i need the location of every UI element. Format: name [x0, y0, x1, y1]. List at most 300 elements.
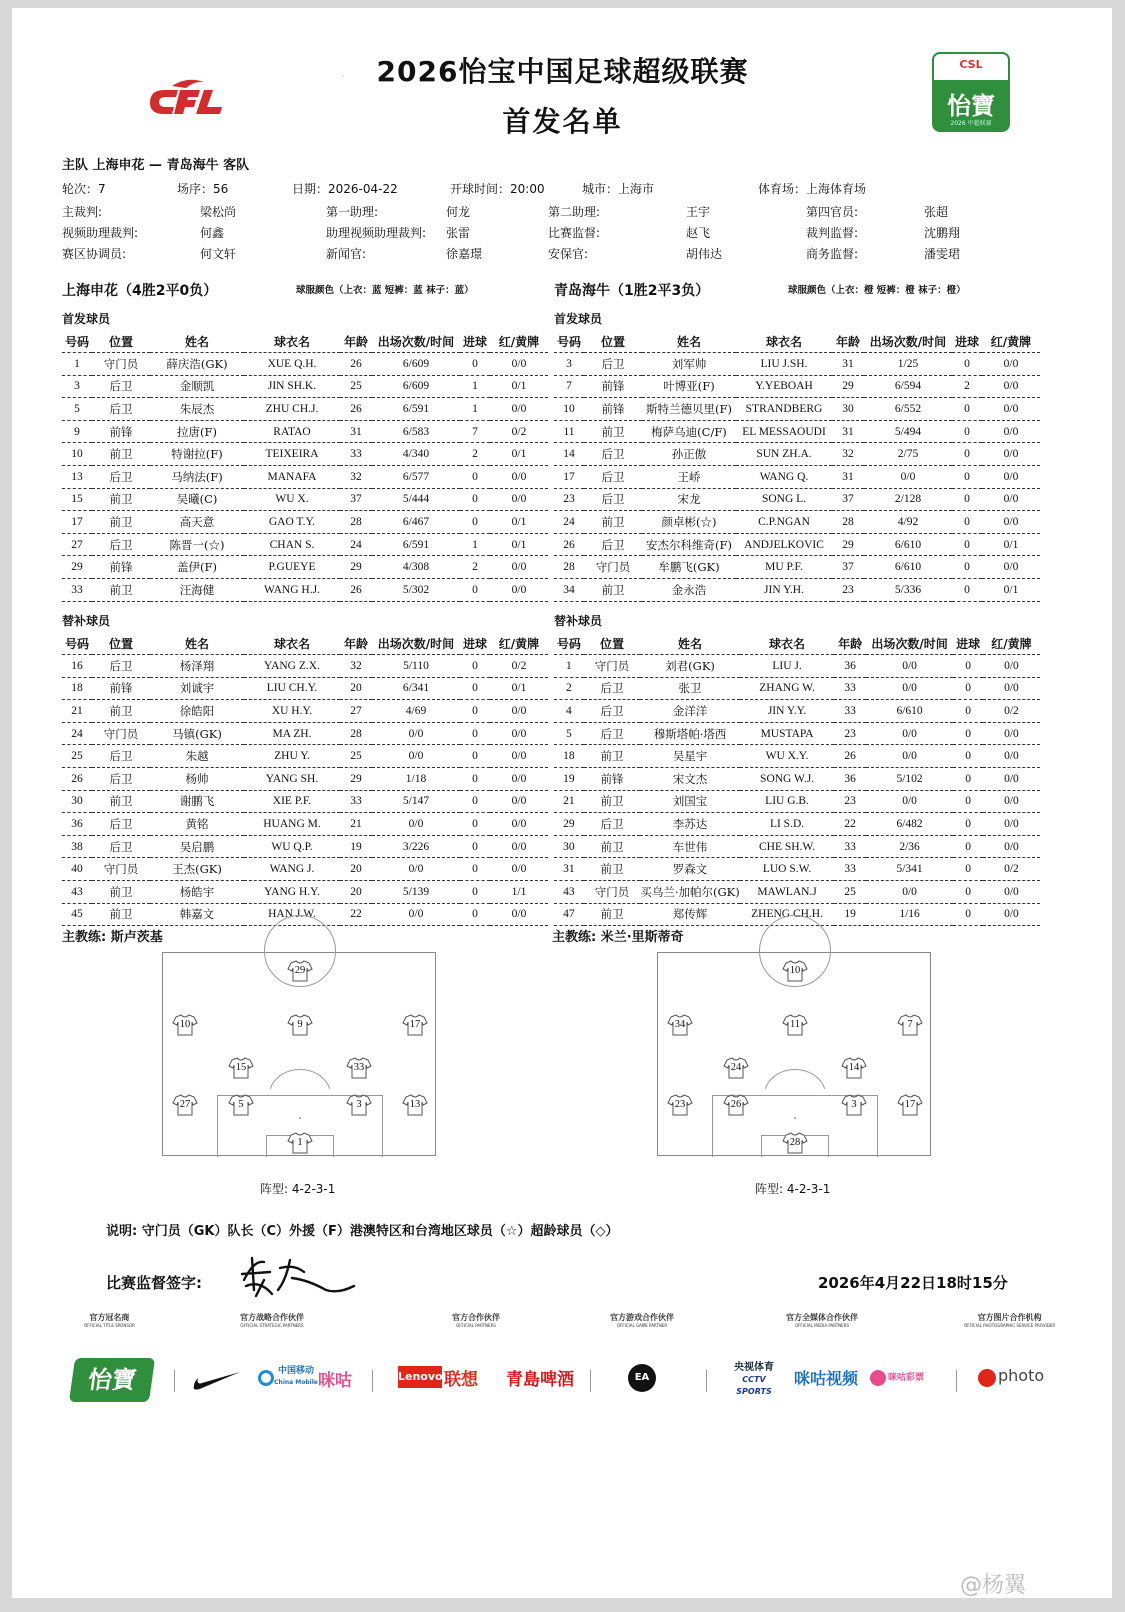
cell-age: 37: [832, 556, 864, 579]
cell-position: 前锋: [92, 420, 150, 443]
cell-shirt-name: MA ZH.: [244, 722, 340, 745]
migu-lottery-icon: [870, 1370, 886, 1386]
table-row: [62, 655, 548, 678]
official-role: 助理视频助理裁判:: [326, 226, 427, 240]
cell-goals: 0: [952, 533, 982, 556]
home-coach: 主教练: 斯卢茨基: [62, 930, 163, 945]
table-row: [62, 768, 548, 791]
photo-logo: photo: [998, 1366, 1045, 1385]
cell-goals: 0: [953, 700, 983, 723]
cell-cards: 0/1: [490, 443, 548, 466]
cell-cards: 0/0: [982, 556, 1040, 579]
cell-number: 21: [62, 700, 92, 723]
cell-shirt-name: GAO T.Y.: [244, 511, 340, 534]
cell-goals: 0: [460, 790, 490, 813]
player-shirt: [783, 1014, 807, 1036]
cell-apps: 6/594: [864, 375, 952, 398]
cell-goals: 0: [953, 677, 983, 700]
cell-shirt-name: XUE Q.H.: [244, 353, 340, 376]
cell-cards: 0/0: [490, 488, 548, 511]
watermark: @杨翼: [960, 1573, 1027, 1598]
column-header-name: 姓名: [642, 330, 736, 353]
cell-cards: 0/1: [490, 677, 548, 700]
cell-shirt-name: JIN Y.H.: [736, 579, 832, 602]
cell-apps: 5/444: [372, 488, 460, 511]
cell-age: 32: [340, 655, 372, 678]
cell-goals: 0: [952, 420, 982, 443]
cell-cards: 0/0: [982, 466, 1040, 489]
cell-apps: 4/69: [372, 700, 460, 723]
cell-age: 31: [832, 353, 864, 376]
cell-name: 马镇(GK): [150, 722, 244, 745]
cell-apps: 5/341: [866, 858, 953, 881]
table-row: [62, 881, 548, 904]
cell-age: 31: [340, 420, 372, 443]
cell-goals: 0: [952, 488, 982, 511]
player-shirt: [724, 1057, 748, 1079]
cell-position: 守门员: [92, 858, 150, 881]
cell-apps: 0/0: [372, 813, 460, 836]
cell-position: 后卫: [584, 443, 642, 466]
cell-goals: 0: [953, 655, 983, 678]
cell-name: 叶博亚(F): [642, 375, 736, 398]
cell-apps: 0/0: [866, 881, 953, 904]
cell-position: 前卫: [92, 790, 150, 813]
cell-shirt-name: CHE SH.W.: [740, 835, 835, 858]
cell-shirt-name: HAN J.W.: [244, 903, 340, 926]
official-name: 何文轩: [200, 247, 237, 261]
cell-age: 26: [340, 579, 372, 602]
sponsor-category-cn: 官方合作伙伴: [452, 1313, 500, 1322]
cell-position: 后卫: [584, 700, 641, 723]
cell-position: 后卫: [92, 398, 150, 421]
cell-name: 吴启鹏: [150, 835, 244, 858]
cell-cards: 0/1: [982, 579, 1040, 602]
cell-age: 26: [834, 745, 866, 768]
sponsor-category-label: [610, 1312, 674, 1328]
cell-number: 3: [62, 375, 92, 398]
cell-number: 19: [554, 768, 584, 791]
cell-position: 前卫: [584, 745, 641, 768]
cell-position: 后卫: [92, 533, 150, 556]
cell-cards: 0/0: [982, 420, 1040, 443]
home-subs-table: [62, 632, 548, 926]
cell-apps: 4/308: [372, 556, 460, 579]
cell-name: 孙正傲: [642, 443, 736, 466]
cell-age: 27: [340, 700, 372, 723]
official-name: 潘雯珺: [924, 247, 961, 261]
cell-number: 13: [62, 466, 92, 489]
cell-age: 33: [340, 443, 372, 466]
player-shirt: [288, 960, 312, 982]
cell-number: 23: [554, 488, 584, 511]
cell-name: 特谢拉(F): [150, 443, 244, 466]
city: 城市：上海市: [582, 182, 655, 196]
cell-cards: 0/0: [490, 466, 548, 489]
shirt-number: 1: [297, 1137, 303, 1148]
cell-shirt-name: YANG Z.X.: [244, 655, 340, 678]
away-formation: 阵型: 4-2-3-1: [755, 1182, 831, 1196]
cell-apps: 2/36: [866, 835, 953, 858]
column-header-position: 位置: [584, 632, 641, 655]
table-row: [554, 655, 1040, 678]
cell-name: 高天意: [150, 511, 244, 534]
table-row: [62, 858, 548, 881]
player-shirt: [842, 1094, 866, 1116]
cell-cards: 0/0: [490, 813, 548, 836]
cell-name: 刘军帅: [642, 353, 736, 376]
table-row: [62, 790, 548, 813]
cell-goals: 0: [953, 722, 983, 745]
cell-shirt-name: HUANG M.: [244, 813, 340, 836]
away-formation-pitch: [657, 952, 931, 1156]
cell-position: 前卫: [92, 511, 150, 534]
cell-name: 吴星宇: [640, 745, 739, 768]
cell-name: 薛庆浩(GK): [150, 353, 244, 376]
cell-apps: 1/25: [864, 353, 952, 376]
signature-datetime: 2026年4月22日18时15分: [818, 1274, 1008, 1292]
cell-apps: 6/591: [372, 533, 460, 556]
sponsor-category-label: [786, 1312, 858, 1328]
cell-cards: 0/0: [490, 353, 548, 376]
cell-name: 买乌兰·加帕尔(GK): [640, 881, 739, 904]
cell-position: 前卫: [92, 579, 150, 602]
cell-goals: 0: [953, 835, 983, 858]
table-row: [62, 375, 548, 398]
cell-number: 36: [62, 813, 92, 836]
cell-cards: 0/0: [983, 813, 1040, 836]
cell-position: 守门员: [92, 722, 150, 745]
divider: [174, 1370, 175, 1392]
penalty-spot: [794, 1117, 796, 1119]
cell-goals: 7: [460, 420, 490, 443]
shirt-number: 10: [789, 965, 801, 976]
cell-age: 33: [340, 790, 372, 813]
cell-number: 4: [554, 700, 584, 723]
cell-goals: 2: [460, 556, 490, 579]
official-role: 第二助理:: [548, 205, 601, 219]
cell-cards: 0/0: [983, 790, 1040, 813]
cell-age: 31: [832, 420, 864, 443]
cell-name: 杨皓宇: [150, 881, 244, 904]
cell-name: 杨帅: [150, 768, 244, 791]
table-row: [554, 790, 1040, 813]
column-header-position: 位置: [92, 330, 150, 353]
table-header-row: [62, 632, 548, 655]
player-shirt: [403, 1094, 427, 1116]
sponsor-category-cn: 官方游戏合作伙伴: [610, 1313, 674, 1322]
cell-goals: 0: [460, 722, 490, 745]
china-mobile-icon: [258, 1370, 274, 1386]
cell-shirt-name: WU X.Y.: [740, 745, 835, 768]
cell-age: 33: [834, 835, 866, 858]
cell-number: 3: [554, 353, 584, 376]
cell-shirt-name: SONG W.J.: [740, 768, 835, 791]
cell-cards: 0/0: [490, 768, 548, 791]
table-row: [554, 556, 1040, 579]
cell-age: 20: [340, 677, 372, 700]
cell-shirt-name: WANG J.: [244, 858, 340, 881]
cell-number: 7: [554, 375, 584, 398]
cell-number: 2: [554, 677, 584, 700]
cell-goals: 0: [460, 511, 490, 534]
column-header-age: 年龄: [832, 330, 864, 353]
cell-goals: 1: [460, 375, 490, 398]
cell-age: 19: [340, 835, 372, 858]
cell-apps: 4/92: [864, 511, 952, 534]
csl-logo: CSL 怡寶 2026 中超联赛: [932, 52, 1010, 132]
cell-shirt-name: LUO S.W.: [740, 858, 835, 881]
table-row: [62, 466, 548, 489]
cell-age: 29: [832, 533, 864, 556]
cell-number: 18: [554, 745, 584, 768]
lineup-sheet: [12, 8, 1112, 1598]
page-title: 2026怡宝中国足球超级联赛: [376, 55, 749, 88]
cell-shirt-name: LIU J.SH.: [736, 353, 832, 376]
column-header-position: 位置: [584, 330, 642, 353]
cell-number: 24: [62, 722, 92, 745]
player-shirt: [229, 1094, 253, 1116]
cell-apps: 0/0: [372, 903, 460, 926]
cell-position: 后卫: [92, 835, 150, 858]
cell-cards: 0/0: [490, 858, 548, 881]
cell-name: 汪海健: [150, 579, 244, 602]
cell-number: 26: [554, 533, 584, 556]
table-row: [62, 488, 548, 511]
cell-apps: 0/0: [866, 790, 953, 813]
player-shirt: [229, 1057, 253, 1079]
table-row: [62, 420, 548, 443]
cell-age: 19: [834, 903, 866, 926]
cell-number: 45: [62, 903, 92, 926]
shirt-number: 5: [238, 1099, 244, 1110]
column-header-apps: 出场次数/时间: [866, 632, 953, 655]
cell-shirt-name: RATAO: [244, 420, 340, 443]
table-row: [62, 398, 548, 421]
table-row: [554, 511, 1040, 534]
cell-name: 王杰(GK): [150, 858, 244, 881]
cell-shirt-name: YANG SH.: [244, 768, 340, 791]
cell-number: 24: [554, 511, 584, 534]
cell-position: 前卫: [584, 858, 641, 881]
cell-age: 37: [340, 488, 372, 511]
lenovo-cn-logo: 联想: [444, 1370, 478, 1390]
shirt-number: 3: [851, 1099, 857, 1110]
column-header-position: 位置: [92, 632, 150, 655]
table-row: [554, 745, 1040, 768]
cell-position: 后卫: [92, 466, 150, 489]
cell-apps: 5/302: [372, 579, 460, 602]
cell-position: 前锋: [92, 556, 150, 579]
cell-age: 25: [834, 881, 866, 904]
column-header-cards: 红/黄牌: [490, 330, 548, 353]
migu-lottery-logo: 咪咕彩票: [888, 1373, 925, 1383]
cell-shirt-name: P.GUEYE: [244, 556, 340, 579]
cell-name: 杨泽翔: [150, 655, 244, 678]
cell-goals: 0: [952, 511, 982, 534]
home-kit-colors: 球服颜色（上衣：蓝 短裤：蓝 袜子：蓝）: [296, 285, 474, 296]
cell-name: 梅萨乌迪(C/F): [642, 420, 736, 443]
cell-cards: 0/0: [490, 835, 548, 858]
shirt-number: 17: [904, 1099, 916, 1110]
cell-apps: 5/494: [864, 420, 952, 443]
table-row: [62, 556, 548, 579]
official-name: 王宇: [686, 205, 711, 219]
cell-number: 31: [554, 858, 584, 881]
column-header-number: 号码: [62, 330, 92, 353]
cell-position: 前卫: [584, 579, 642, 602]
cell-cards: 0/0: [983, 745, 1040, 768]
cell-number: 30: [62, 790, 92, 813]
cell-number: 28: [554, 556, 584, 579]
cell-goals: 0: [952, 466, 982, 489]
cell-name: 金顺凯: [150, 375, 244, 398]
cell-age: 33: [834, 700, 866, 723]
cell-number: 29: [62, 556, 92, 579]
player-shirt: [288, 1132, 312, 1154]
official-role: 新闻官:: [326, 247, 367, 261]
cell-position: 后卫: [92, 375, 150, 398]
cell-position: 前卫: [92, 881, 150, 904]
official-name: 赵飞: [686, 226, 711, 240]
sponsor-category-label: [240, 1312, 304, 1328]
cell-apps: 0/0: [372, 722, 460, 745]
cell-apps: 0/0: [864, 466, 952, 489]
cell-number: 10: [554, 398, 584, 421]
cell-position: 后卫: [92, 768, 150, 791]
china-mobile-logo: 中国移动 China Mobile: [274, 1366, 318, 1386]
player-shirt: [403, 1014, 427, 1036]
cell-age: 26: [340, 398, 372, 421]
migu-logo: 咪咕: [318, 1371, 352, 1391]
cell-goals: 0: [460, 677, 490, 700]
cell-cards: 0/1: [490, 375, 548, 398]
tsingtao-logo: 青島啤酒: [506, 1370, 574, 1390]
cell-shirt-name: ZHENG CH.H.: [740, 903, 835, 926]
cell-apps: 6/482: [866, 813, 953, 836]
cell-number: 34: [554, 579, 584, 602]
cell-apps: 3/226: [372, 835, 460, 858]
cell-position: 守门员: [584, 556, 642, 579]
cell-cards: 0/0: [982, 353, 1040, 376]
cell-number: 27: [62, 533, 92, 556]
cell-cards: 0/0: [490, 579, 548, 602]
cell-position: 后卫: [92, 745, 150, 768]
table-row: [554, 353, 1040, 376]
cell-cards: 0/0: [490, 745, 548, 768]
cell-age: 31: [832, 466, 864, 489]
cell-position: 后卫: [584, 677, 641, 700]
official-name: 梁松尚: [200, 205, 237, 219]
cell-number: 38: [62, 835, 92, 858]
official-name: 沈鹏翔: [924, 226, 961, 240]
official-role: 安保官:: [548, 247, 589, 261]
cell-goals: 0: [460, 700, 490, 723]
cell-age: 26: [340, 353, 372, 376]
cell-goals: 0: [953, 881, 983, 904]
cell-goals: 1: [460, 533, 490, 556]
player-shirt: [347, 1094, 371, 1116]
cell-goals: 0: [460, 813, 490, 836]
legend: 说明: 守门员（GK）队长（C）外援（F）港澳特区和台湾地区球员（☆）超龄球员（◇）: [106, 1224, 619, 1239]
shirt-number: 24: [730, 1062, 742, 1073]
cell-goals: 1: [460, 398, 490, 421]
player-shirt: [173, 1094, 197, 1116]
player-shirt: [173, 1014, 197, 1036]
sponsor-category-label: [452, 1312, 500, 1328]
cell-number: 33: [62, 579, 92, 602]
cell-shirt-name: ZHU Y.: [244, 745, 340, 768]
cell-age: 32: [832, 443, 864, 466]
cell-goals: 0: [460, 881, 490, 904]
sponsor-category-en: OFFICIAL PARTNERS: [456, 1323, 496, 1328]
cell-apps: 2/128: [864, 488, 952, 511]
cell-number: 15: [62, 488, 92, 511]
cell-apps: 0/0: [866, 722, 953, 745]
cell-number: 29: [554, 813, 584, 836]
cell-cards: 0/0: [490, 790, 548, 813]
cell-name: 牟鹏飞(GK): [642, 556, 736, 579]
cell-position: 前锋: [584, 398, 642, 421]
teams-line: 主队 上海申花 — 青岛海牛 客队: [62, 158, 250, 173]
lenovo-logo: Lenovo: [398, 1366, 442, 1388]
cell-cards: 0/0: [983, 655, 1040, 678]
sponsor-category-cn: 官方全媒体合作伙伴: [786, 1313, 858, 1322]
away-starters-label: 首发球员: [554, 312, 603, 326]
cell-cards: 0/0: [490, 903, 548, 926]
cell-goals: 0: [460, 488, 490, 511]
cell-shirt-name: LIU J.: [740, 655, 835, 678]
official-role: 裁判监督:: [806, 226, 859, 240]
cell-shirt-name: LI S.D.: [740, 813, 835, 836]
cell-goals: 0: [952, 398, 982, 421]
cell-position: 后卫: [92, 813, 150, 836]
cell-goals: 0: [460, 745, 490, 768]
match-date: 日期：2026-04-22: [292, 182, 398, 196]
table-row: [62, 813, 548, 836]
cell-name: 罗森文: [640, 858, 739, 881]
column-header-name: 姓名: [640, 632, 739, 655]
column-header-shirt-name: 球衣名: [740, 632, 835, 655]
cell-cards: 0/0: [982, 443, 1040, 466]
cell-number: 47: [554, 903, 584, 926]
shirt-number: 7: [907, 1019, 913, 1030]
cell-position: 前卫: [92, 700, 150, 723]
player-shirt: [288, 1014, 312, 1036]
cell-goals: 0: [953, 790, 983, 813]
table-header-row: [62, 330, 548, 353]
cell-shirt-name: XIE P.F.: [244, 790, 340, 813]
cell-position: 前卫: [584, 420, 642, 443]
cell-position: 前卫: [584, 511, 642, 534]
cell-apps: 6/610: [864, 533, 952, 556]
official-name: 何鑫: [200, 226, 225, 240]
ea-logo: EA: [628, 1364, 656, 1392]
cell-age: 24: [340, 533, 372, 556]
cell-goals: 2: [952, 375, 982, 398]
cell-position: 前卫: [584, 903, 641, 926]
cell-name: 吴曦(C): [150, 488, 244, 511]
cell-cards: 0/0: [982, 488, 1040, 511]
cell-number: 26: [62, 768, 92, 791]
sponsor-category-label: [84, 1312, 135, 1328]
cell-position: 后卫: [584, 533, 642, 556]
cell-number: 40: [62, 858, 92, 881]
cell-name: 金永浩: [642, 579, 736, 602]
cell-apps: 6/609: [372, 353, 460, 376]
cell-apps: 5/102: [866, 768, 953, 791]
cell-number: 1: [62, 353, 92, 376]
